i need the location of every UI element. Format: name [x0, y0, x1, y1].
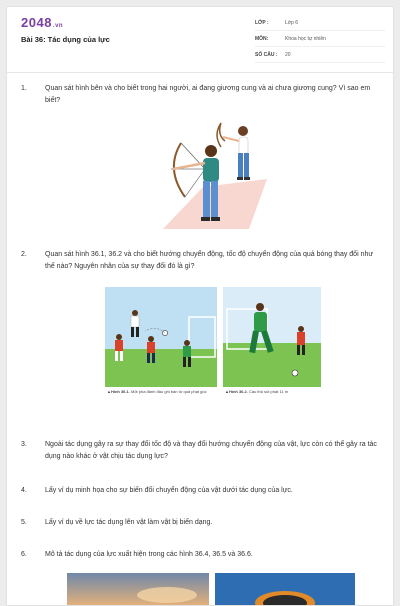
site-logo[interactable] — [21, 15, 63, 30]
question-number: 4. — [21, 487, 27, 494]
question-3 — [21, 439, 381, 463]
question-number: 3. — [21, 441, 27, 448]
question-number: 1. — [21, 85, 27, 92]
question-1 — [21, 83, 381, 107]
question-4 — [21, 485, 381, 497]
photo-sky — [67, 573, 209, 606]
worksheet-page — [6, 6, 394, 606]
question-text: Lấy ví dụ minh họa cho sự biến đổi chuyển động của vật dưới tác dụng của lực. — [45, 487, 293, 494]
archery-svg — [159, 117, 269, 229]
meta-value: Lớp 6 — [285, 19, 299, 26]
question-number: 5. — [21, 519, 27, 526]
meta-key: MÔN: — [255, 35, 269, 42]
question-text: Quan sát hình 36.1, 36.2 và cho biết hướng chuyển động, tốc độ chuyển động của quả bóng thay đổi như thế nào? Nguyên nhân của sự thay đổi đó là gì? — [45, 251, 374, 270]
question-5 — [21, 517, 381, 529]
question-text: Ngoài tác dụng gây ra sự thay đổi tốc độ và thay đổi hướng chuyển động của vật, lực còn có thể gây ra tác dụng nào khác ở vật chịu tác dụng lực? — [45, 441, 377, 460]
question-text: Mô tả tác dụng của lực xuất hiện trong các hình 36.4, 36.5 và 36.6. — [45, 551, 253, 558]
meta-value: 20 — [285, 51, 291, 58]
question-2 — [21, 249, 381, 273]
question-6 — [21, 549, 381, 561]
question-text: Quan sát hình bên và cho biết trong hai người, ai đang giương cung và ai chưa giương cung? Vì sao em biết? — [45, 85, 371, 104]
meta-key: SỐ CÂU : — [255, 51, 278, 58]
figure-36-2 — [223, 287, 321, 387]
football-figures — [105, 287, 321, 399]
page-header — [7, 7, 393, 73]
meta-value: Khoa học tự nhiên — [285, 35, 326, 42]
logo-text: 2048 — [21, 15, 52, 30]
archery-illustration — [159, 117, 269, 229]
meta-row-subject — [255, 31, 385, 47]
caption-text: Cầu thủ sút phạt 11 m — [248, 389, 289, 394]
figure-36-5-photo — [215, 573, 355, 606]
question-number: 2. — [21, 251, 27, 258]
meta-key: LỚP : — [255, 19, 269, 26]
meta-row-count — [255, 47, 385, 63]
lesson-title: Bài 36: Tác dụng của lực — [21, 35, 110, 44]
caption-label: ▲Hình 36.2. — [225, 389, 248, 394]
logo-suffix: .vn — [52, 23, 64, 29]
question-text: Lấy ví dụ về lực tác dụng lên vật làm vật bị biến dạng. — [45, 519, 213, 526]
archer-standing — [217, 123, 250, 180]
figure-36-4-photo — [67, 573, 209, 606]
figure-36-1 — [105, 287, 217, 387]
photo-blue — [215, 573, 355, 606]
ball — [292, 370, 298, 376]
meta-row-class — [255, 15, 385, 31]
caption-label: ▲Hình 36.1. — [107, 389, 130, 394]
figure-36-1-caption — [107, 389, 215, 395]
lesson-meta — [255, 15, 385, 63]
football-svg — [105, 287, 321, 399]
figure-36-2-caption — [225, 389, 321, 395]
question-number: 6. — [21, 551, 27, 558]
caption-text: Một pha đánh đầu ghi bàn từ quả phạt góc — [130, 389, 207, 394]
